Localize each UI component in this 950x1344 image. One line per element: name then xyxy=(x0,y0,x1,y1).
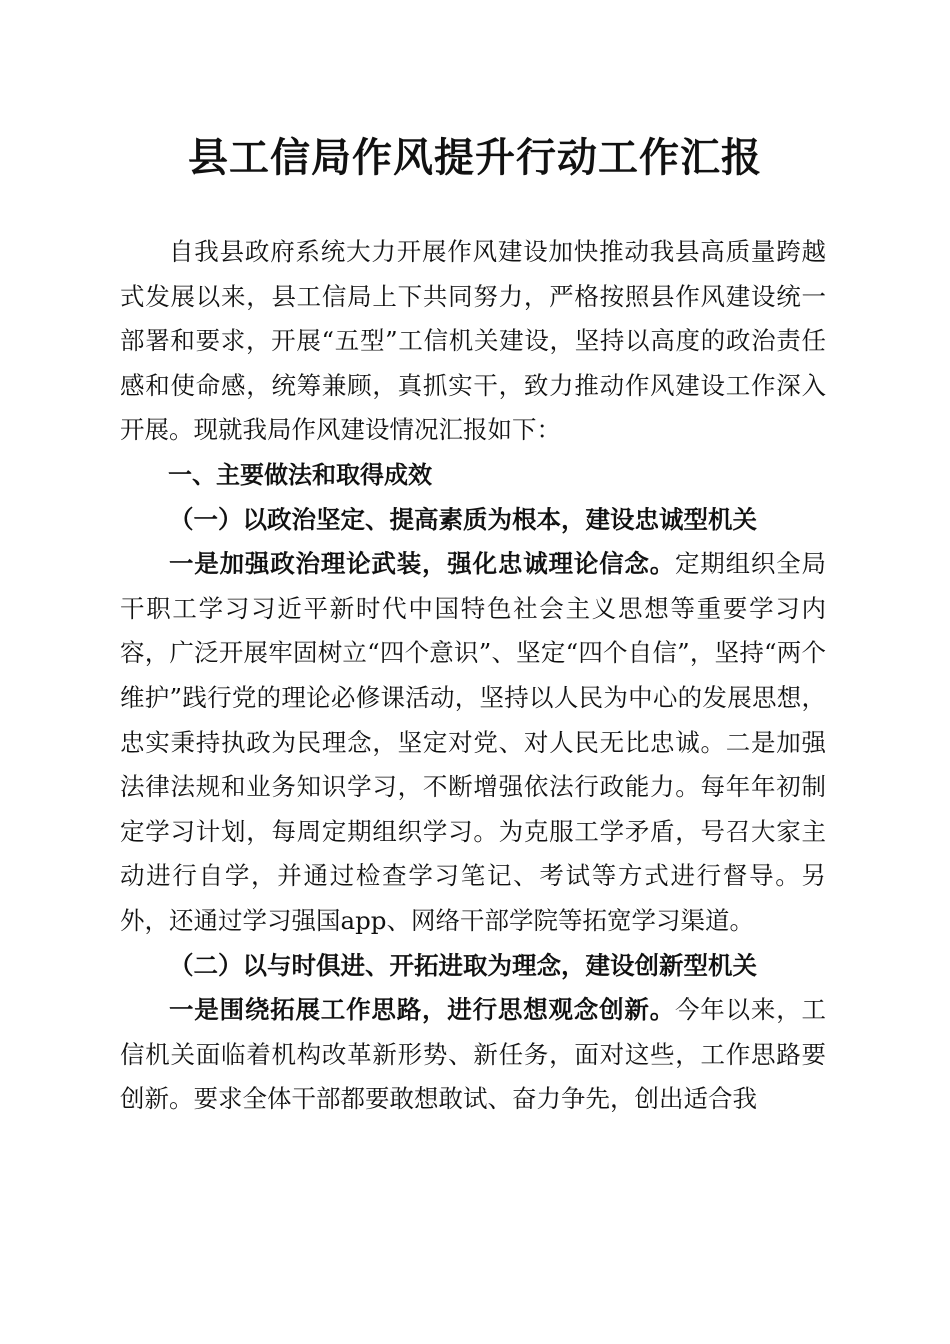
subsection-heading-2: （二）以与时俱进、开拓进取为理念，建设创新型机关 xyxy=(169,950,757,980)
subsection-1-lead: 一是加强政治理论武装，强化忠诚理论信念。 xyxy=(169,549,675,579)
intro-paragraph: 自我县政府系统大力开展作风建设加快推动我县高质量跨越式发展以来，县工信局上下共同努力，严格按照县作风建设统一部署和要求，开展“五型”工信机关建设，坚持以高度的政治责任感和使命感，统筹兼顾，真抓实干，致力推动作风建设工作深入开展。现就我局作风建设情况汇报如下： xyxy=(120,237,826,445)
subsection-2-text: 今年以来，工信机关面临着机构改革新形势、新任务，面对这些，工作思路要创新。要求全体干部都要敢想敢试、奋力争先，创出适合我 xyxy=(120,995,826,1114)
subsection-1-text: 定期组织全局干职工学习习近平新时代中国特色社会主义思想等重要学习内容，广泛开展牢固树立“四个意识”、坚定“四个自信”，坚持“两个维护”践行党的理论必修课活动，坚持以人民为中心的发展思想，忠实秉持执政为民理念，坚定对党、对人民无比忠诚。二是加强法律法规和业务知识学习，不断增强依法行政能力。每年年初制定学习计划，每周定期组织学习。为克服工学矛盾，号召大家主动进行自学，并通过检查学习笔记、考试等方式进行督导。另外，还通过学习强国app、网络干部学院等拓宽学习渠道。 xyxy=(120,549,826,935)
subsection-heading-1: （一）以政治坚定、提高素质为根本，建设忠诚型机关 xyxy=(169,504,757,534)
subsection-2-paragraph xyxy=(120,988,826,1122)
subsection-1-paragraph xyxy=(120,542,826,943)
document-body xyxy=(120,230,826,1122)
document-title: 县工信局作风提升行动工作汇报 xyxy=(188,134,762,181)
section-heading-1: 一、主要做法和取得成效 xyxy=(168,460,432,489)
subsection-2-lead: 一是围绕拓展工作思路，进行思想观念创新。 xyxy=(169,995,675,1025)
